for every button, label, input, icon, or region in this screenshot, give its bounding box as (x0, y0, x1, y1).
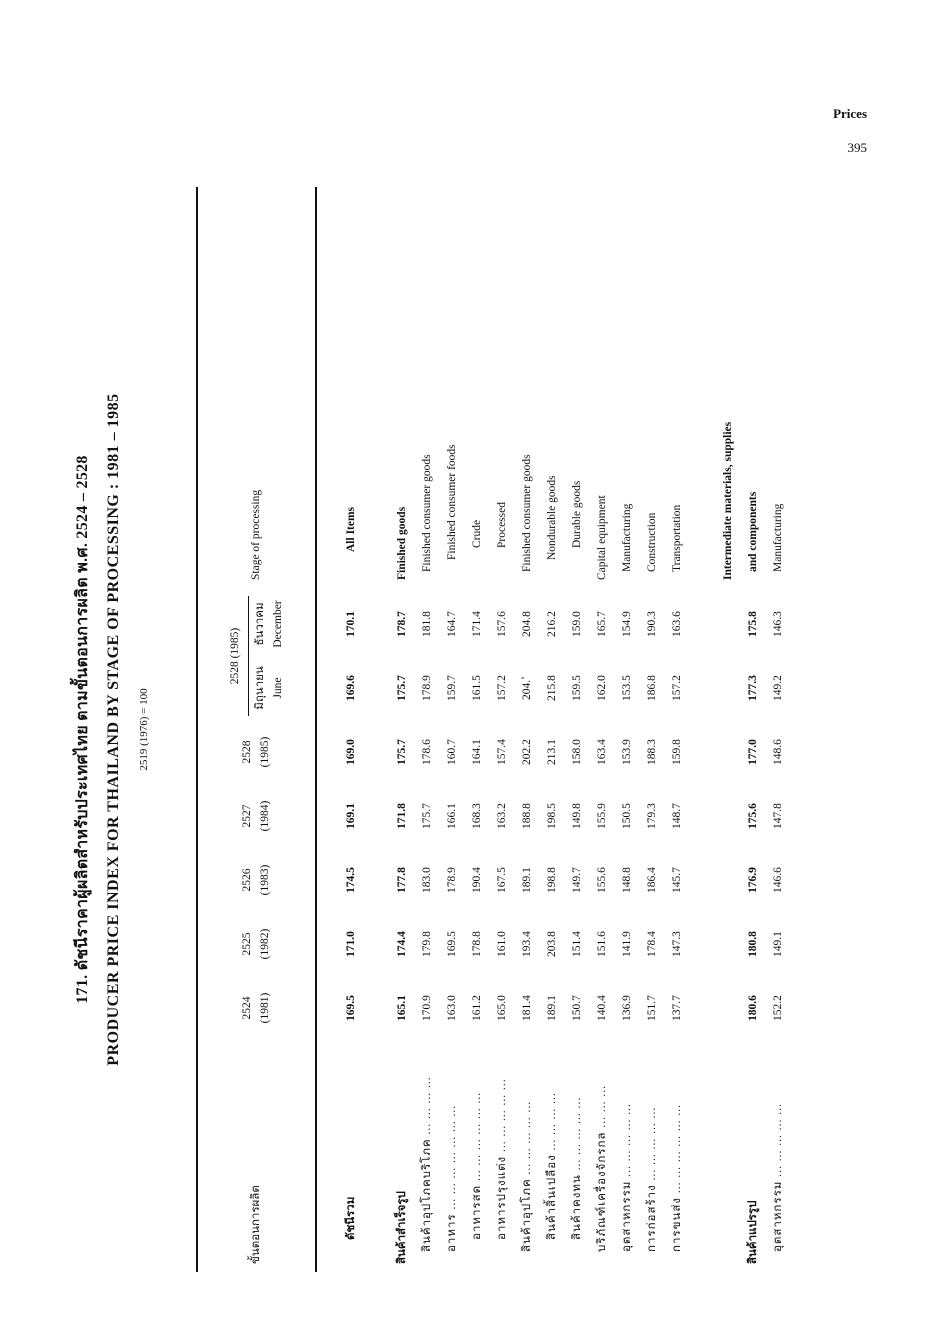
cell: 163.4 (595, 739, 608, 765)
stage-english-header: Stage of processing (250, 489, 262, 580)
cell: 178.4 (645, 931, 658, 957)
cell: 165.7 (595, 611, 608, 637)
row-label-english: Finished consumer goods (420, 454, 433, 572)
cell: 166.1 (445, 803, 458, 829)
december-english-label: December (271, 600, 284, 648)
table-row (765, 187, 790, 1272)
cell: 180.6 (746, 995, 759, 1021)
row-label-thai: อุตสาหกรรม ... ... ... ... ... (771, 1103, 784, 1252)
cell: 169.0 (344, 739, 357, 765)
cell: 186.4 (645, 867, 658, 893)
cell: 175.6 (746, 803, 759, 829)
cell: 169.5 (445, 931, 458, 957)
cell: 158.0 (570, 739, 583, 765)
year-header-2526: 2526 (1983) (241, 864, 271, 896)
cell: 141.9 (620, 931, 633, 957)
cell: 137.7 (670, 995, 683, 1021)
row-label-thai: สินค้าอุปโภคบริโภค ... ... ... ... (420, 1076, 433, 1252)
cell: 170.1 (344, 611, 357, 637)
rotated-table-page (70, 187, 870, 1272)
cell: 152.2 (771, 995, 784, 1021)
cell: 163.6 (670, 611, 683, 637)
row-label-english: Finished goods (395, 506, 408, 580)
cell: 149.8 (570, 803, 583, 829)
cell: 174.5 (344, 867, 357, 893)
cell: 147.8 (771, 803, 784, 829)
cell: 181.8 (420, 611, 433, 637)
cell: 213.1 (545, 739, 558, 765)
cell: 202.2 (520, 739, 533, 765)
stage-thai-header: ขั้นตอนการผลิต (250, 1185, 262, 1264)
month-header-1985 (200, 592, 312, 720)
row-label-english: Construction (645, 512, 658, 572)
cell: 163.2 (495, 803, 508, 829)
cell: 145.7 (670, 867, 683, 893)
cell: 167.5 (495, 867, 508, 893)
row-label-thai: สินค้าสำเร็จรูป (395, 1191, 408, 1264)
cell: 178.9 (420, 675, 433, 701)
cell: 189.1 (545, 995, 558, 1021)
table-header-row (200, 187, 312, 1272)
cell: 203.8 (545, 931, 558, 957)
row-label-english: Capital equipment (595, 495, 608, 580)
cell: 215.8 (545, 675, 558, 701)
base-year-note: 2519 (1976) = 100 (138, 688, 150, 771)
cell: 161.2 (470, 995, 483, 1021)
cell: 149.2 (771, 675, 784, 701)
cell: 178.6 (420, 739, 433, 765)
cell: 151.7 (645, 995, 658, 1021)
table-row (464, 187, 489, 1272)
cell: 170.9 (420, 995, 433, 1021)
row-label-english: Manufacturing (771, 503, 784, 572)
cell: 198.5 (545, 803, 558, 829)
table-row-all-items (338, 187, 363, 1272)
cell: 153.9 (620, 739, 633, 765)
cell: 149.7 (570, 867, 583, 893)
year-header-2528: 2528 (1985) (241, 736, 271, 768)
section-name: Prices (833, 106, 867, 121)
cell: 153.5 (620, 675, 633, 701)
row-label-thai: สินค้าสิ้นเปลือง ... ... ... ... (545, 1092, 558, 1240)
cell: 164.1 (470, 739, 483, 765)
year-header-2525: 2525 (1982) (241, 928, 271, 960)
row-label-english: Intermediate materials, supplies (721, 421, 734, 580)
cell: 159.7 (445, 675, 458, 701)
cell: 178.7 (395, 611, 408, 637)
group-1985-label: 2528 (1985) (228, 627, 241, 685)
cell: 188.8 (520, 803, 533, 829)
year-header-2527: 2527 (1984) (241, 800, 271, 832)
cell: 204.8 (520, 611, 533, 637)
row-label-english: Nondurable goods (545, 475, 558, 560)
cell: 157.6 (495, 611, 508, 637)
cell: 204.˚ (520, 676, 533, 700)
table-row (564, 187, 589, 1272)
row-label-english: Crude (470, 519, 483, 548)
cell: 171.8 (395, 803, 408, 829)
cell: 188.3 (645, 739, 658, 765)
row-label-english: Durable goods (570, 480, 583, 548)
cell: 163.0 (445, 995, 458, 1021)
cell: 147.3 (670, 931, 683, 957)
cell: 148.8 (620, 867, 633, 893)
table-row (439, 187, 464, 1272)
table-row (740, 187, 765, 1272)
cell: 155.6 (595, 867, 608, 893)
cell: 178.9 (445, 867, 458, 893)
table-row (389, 187, 414, 1272)
cell: 146.3 (771, 611, 784, 637)
table-title-english: PRODUCER PRICE INDEX FOR THAILAND BY STAGE OF PROCESSING : 1981 – 1985 (105, 393, 122, 1066)
cell: 178.8 (470, 931, 483, 957)
row-label-thai: สินค้าแปรรูป (746, 1200, 759, 1264)
row-label-english: and components (746, 491, 759, 572)
cell: 198.8 (545, 867, 558, 893)
cell: 179.8 (420, 931, 433, 957)
cell: 148.6 (771, 739, 784, 765)
cell: 140.4 (595, 995, 608, 1021)
december-thai-label: ธันวาคม (253, 602, 266, 646)
cell: 148.7 (670, 803, 683, 829)
year-header-2524: 2524 (1981) (241, 992, 271, 1024)
table-row (589, 187, 614, 1272)
table-row (664, 187, 689, 1272)
cell: 180.8 (746, 931, 759, 957)
cell: 190.4 (470, 867, 483, 893)
table-row (539, 187, 564, 1272)
cell: 168.3 (470, 803, 483, 829)
table-title-thai: 171. ดัชนีราคาผู้ผลิตสำหรับประเทศไทย ตามขั้นตอนการผลิต พ.ศ. 2524 – 2528 (74, 455, 91, 1004)
cell: 183.0 (420, 867, 433, 893)
cell: 177.8 (395, 867, 408, 893)
row-label-thai: บริภัณฑ์เครื่องจักรกล ... ... ... (595, 1085, 608, 1252)
cell: 176.9 (746, 867, 759, 893)
june-thai-label: มิถุนายน (253, 666, 266, 710)
row-label-thai: อุตสาหกรรม ... ... ... ... ... (620, 1103, 633, 1252)
cell: 169.1 (344, 803, 357, 829)
cell: 151.4 (570, 931, 583, 957)
cell: 157.2 (495, 675, 508, 701)
cell: 150.5 (620, 803, 633, 829)
table-row (489, 187, 514, 1272)
cell: 150.7 (570, 995, 583, 1021)
cell: 164.7 (445, 611, 458, 637)
cell: 186.8 (645, 675, 658, 701)
row-label-english: All Items (344, 506, 357, 552)
cell: 165.1 (395, 995, 408, 1021)
cell: 179.3 (645, 803, 658, 829)
row-label-thai: การก่อสร้าง ... ... ... ... ... (645, 1106, 658, 1252)
row-label-english: Processed (495, 502, 508, 548)
cell: 165.0 (495, 995, 508, 1021)
cell: 189.1 (520, 867, 533, 893)
cell: 175.7 (420, 803, 433, 829)
price-index-table (200, 187, 790, 1272)
row-label-thai: สินค้าอุปโภค ... ... ... ... ... (520, 1100, 533, 1252)
cell: 174.4 (395, 931, 408, 957)
cell: 169.6 (344, 675, 357, 701)
cell: 175.7 (395, 739, 408, 765)
row-label-english: Finished consumer goods (520, 454, 533, 572)
row-label-thai: อาหารปรุงแต่ง ... ... ... ... ... (495, 1078, 508, 1240)
cell: 161.0 (495, 931, 508, 957)
table-row (715, 187, 740, 1272)
row-label-thai: การขนส่ง ... ... ... ... ... ... (670, 1104, 683, 1252)
row-label-thai: อาหาร ... ... ... ... ... ... ... (445, 1104, 458, 1252)
table-row (414, 187, 439, 1272)
cell: 157.4 (495, 739, 508, 765)
table-row (639, 187, 664, 1272)
cell: 160.7 (445, 739, 458, 765)
row-label-english: Manufacturing (620, 503, 633, 572)
cell: 157.2 (670, 675, 683, 701)
row-label-english: Finished consumer foods (445, 444, 458, 560)
cell: 154.9 (620, 611, 633, 637)
june-english-label: June (271, 677, 284, 699)
cell: 216.2 (545, 611, 558, 637)
cell: 162.0 (595, 675, 608, 701)
cell: 193.4 (520, 931, 533, 957)
cell: 175.8 (746, 611, 759, 637)
cell: 190.3 (645, 611, 658, 637)
cell: 149.1 (771, 931, 784, 957)
table-row (614, 187, 639, 1272)
row-label-thai: ดัชนีรวม (344, 1196, 357, 1240)
cell: 177.0 (746, 739, 759, 765)
cell: 171.0 (344, 931, 357, 957)
cell: 155.9 (595, 803, 608, 829)
cell: 177.3 (746, 675, 759, 701)
cell: 159.8 (670, 739, 683, 765)
cell: 146.6 (771, 867, 784, 893)
page-number: 395 (847, 140, 867, 155)
cell: 159.5 (570, 675, 583, 701)
cell: 181.4 (520, 995, 533, 1021)
row-label-thai: สินค้าคงทน ... ... ... ... ... (570, 1096, 583, 1240)
row-label-english: Transportation (670, 504, 683, 572)
cell: 169.5 (344, 995, 357, 1021)
cell: 161.5 (470, 675, 483, 701)
cell: 175.7 (395, 675, 408, 701)
top-rule (196, 187, 198, 1272)
cell: 171.4 (470, 611, 483, 637)
cell: 136.9 (620, 995, 633, 1021)
row-label-thai: อาหารสด ... ... ... ... ... ... (470, 1091, 483, 1240)
cell: 159.0 (570, 611, 583, 637)
table-row (514, 187, 539, 1272)
cell: 151.6 (595, 931, 608, 957)
